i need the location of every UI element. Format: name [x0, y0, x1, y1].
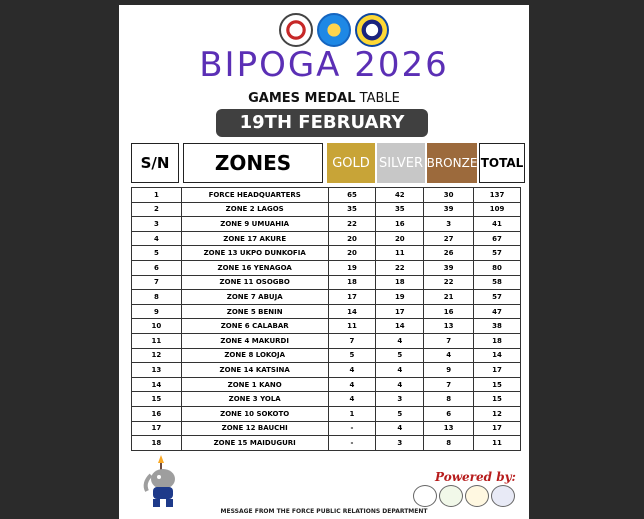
cell-total: 18 — [474, 333, 521, 348]
cell-zone: ZONE 9 UMUAHIA — [181, 217, 328, 232]
cell-silver: 5 — [376, 348, 424, 363]
cell-silver: 11 — [376, 246, 424, 261]
table-row — [132, 275, 521, 290]
cell-silver: 20 — [376, 231, 424, 246]
cell-bronze: 9 — [424, 363, 474, 378]
cell-sn: 3 — [132, 217, 182, 232]
police-crest-logo — [279, 13, 313, 47]
cell-bronze: 3 — [424, 217, 474, 232]
cell-sn: 5 — [132, 246, 182, 261]
cell-total: 109 — [474, 202, 521, 217]
cell-gold: 5 — [328, 348, 376, 363]
cell-bronze: 6 — [424, 406, 474, 421]
table-row — [132, 392, 521, 407]
table-row — [132, 260, 521, 275]
cell-silver: 4 — [376, 333, 424, 348]
cell-bronze: 39 — [424, 260, 474, 275]
cell-sn: 17 — [132, 421, 182, 436]
cell-silver: 35 — [376, 202, 424, 217]
cell-bronze: 7 — [424, 377, 474, 392]
header-sn: S/N — [131, 143, 179, 183]
cell-silver: 19 — [376, 290, 424, 305]
cell-bronze: 13 — [424, 421, 474, 436]
poster-title: BIPOGA 2026 — [199, 45, 449, 85]
cell-gold: 20 — [328, 231, 376, 246]
cell-sn: 15 — [132, 392, 182, 407]
cell-sn: 13 — [132, 363, 182, 378]
cell-total: 11 — [474, 436, 521, 451]
cell-bronze: 8 — [424, 392, 474, 407]
cell-zone: ZONE 6 CALABAR — [181, 319, 328, 334]
cell-sn: 7 — [132, 275, 182, 290]
poster-subtitle — [119, 91, 529, 106]
cell-zone: ZONE 17 AKURE — [181, 231, 328, 246]
cell-bronze: 21 — [424, 290, 474, 305]
table-row — [132, 377, 521, 392]
table-row — [132, 348, 521, 363]
cell-gold: 11 — [328, 319, 376, 334]
header-gold: GOLD — [327, 143, 375, 183]
cell-sn: 9 — [132, 304, 182, 319]
cell-sn: 18 — [132, 436, 182, 451]
cell-gold: 7 — [328, 333, 376, 348]
header-zones: ZONES — [183, 143, 323, 183]
cell-gold: 14 — [328, 304, 376, 319]
table-row — [132, 333, 521, 348]
cell-gold: 17 — [328, 290, 376, 305]
cell-total: 15 — [474, 377, 521, 392]
cell-silver: 3 — [376, 392, 424, 407]
cell-silver: 4 — [376, 363, 424, 378]
table-row — [132, 188, 521, 203]
table-row — [132, 363, 521, 378]
cell-sn: 4 — [132, 231, 182, 246]
table-row — [132, 304, 521, 319]
cell-gold: 22 — [328, 217, 376, 232]
header-bronze: BRONZE — [427, 143, 477, 183]
cell-zone: ZONE 8 LOKOJA — [181, 348, 328, 363]
cell-zone: FORCE HEADQUARTERS — [181, 188, 328, 203]
cell-bronze: 4 — [424, 348, 474, 363]
medal-table-poster — [119, 5, 529, 519]
cell-total: 15 — [474, 392, 521, 407]
table-row — [132, 290, 521, 305]
cell-gold: 4 — [328, 392, 376, 407]
cell-bronze: 39 — [424, 202, 474, 217]
header-total: TOTAL — [479, 143, 525, 183]
table-row — [132, 217, 521, 232]
table-row — [132, 436, 521, 451]
sponsor-logo-1-icon — [413, 485, 437, 507]
cell-sn: 6 — [132, 260, 182, 275]
cell-total: 57 — [474, 290, 521, 305]
cell-bronze: 8 — [424, 436, 474, 451]
cell-gold: 4 — [328, 363, 376, 378]
cell-total: 41 — [474, 217, 521, 232]
cell-silver: 22 — [376, 260, 424, 275]
table-row — [132, 231, 521, 246]
date-banner: 19TH FEBRUARY — [216, 109, 428, 137]
cell-bronze: 16 — [424, 304, 474, 319]
table-row — [132, 246, 521, 261]
cell-bronze: 27 — [424, 231, 474, 246]
cell-sn: 16 — [132, 406, 182, 421]
cell-gold: 1 — [328, 406, 376, 421]
cell-bronze: 26 — [424, 246, 474, 261]
subtitle-bold: GAMES MEDAL — [248, 91, 356, 106]
cell-gold: 35 — [328, 202, 376, 217]
cell-total: 47 — [474, 304, 521, 319]
cell-zone: ZONE 13 UKPO DUNKOFIA — [181, 246, 328, 261]
organization-seal-logo — [355, 13, 389, 47]
cell-zone: ZONE 11 OSOGBO — [181, 275, 328, 290]
cell-zone: ZONE 5 BENIN — [181, 304, 328, 319]
cell-sn: 11 — [132, 333, 182, 348]
mascot-icon — [137, 453, 185, 509]
cell-gold: 19 — [328, 260, 376, 275]
cell-zone: ZONE 2 LAGOS — [181, 202, 328, 217]
cell-gold: 4 — [328, 377, 376, 392]
header-silver: SILVER — [377, 143, 425, 183]
medal-table — [131, 187, 521, 451]
cell-zone: ZONE 16 YENAGOA — [181, 260, 328, 275]
games-emblem-logo — [317, 13, 351, 47]
table-row — [132, 202, 521, 217]
cell-zone: ZONE 7 ABUJA — [181, 290, 328, 305]
cell-gold: 18 — [328, 275, 376, 290]
cell-silver: 14 — [376, 319, 424, 334]
cell-gold: 20 — [328, 246, 376, 261]
cell-gold: - — [328, 421, 376, 436]
cell-silver: 16 — [376, 217, 424, 232]
cell-total: 57 — [474, 246, 521, 261]
sponsor-logo-4-icon — [491, 485, 515, 507]
cell-total: 80 — [474, 260, 521, 275]
cell-total: 17 — [474, 363, 521, 378]
cell-zone: ZONE 1 KANO — [181, 377, 328, 392]
cell-sn: 12 — [132, 348, 182, 363]
cell-sn: 8 — [132, 290, 182, 305]
cell-zone: ZONE 14 KATSINA — [181, 363, 328, 378]
cell-sn: 10 — [132, 319, 182, 334]
cell-gold: 65 — [328, 188, 376, 203]
cell-bronze: 30 — [424, 188, 474, 203]
cell-silver: 4 — [376, 377, 424, 392]
cell-total: 58 — [474, 275, 521, 290]
cell-zone: ZONE 15 MAIDUGURI — [181, 436, 328, 451]
cell-bronze: 13 — [424, 319, 474, 334]
table-row — [132, 319, 521, 334]
table-row — [132, 406, 521, 421]
cell-total: 38 — [474, 319, 521, 334]
subtitle-rest: TABLE — [355, 91, 400, 106]
cell-bronze: 7 — [424, 333, 474, 348]
cell-silver: 4 — [376, 421, 424, 436]
cell-zone: ZONE 10 SOKOTO — [181, 406, 328, 421]
table-row — [132, 421, 521, 436]
cell-silver: 5 — [376, 406, 424, 421]
cell-sn: 14 — [132, 377, 182, 392]
cell-silver: 42 — [376, 188, 424, 203]
cell-zone: ZONE 3 YOLA — [181, 392, 328, 407]
cell-total: 12 — [474, 406, 521, 421]
cell-total: 67 — [474, 231, 521, 246]
cell-zone: ZONE 4 MAKURDI — [181, 333, 328, 348]
cell-total: 14 — [474, 348, 521, 363]
cell-total: 137 — [474, 188, 521, 203]
cell-sn: 2 — [132, 202, 182, 217]
cell-sn: 1 — [132, 188, 182, 203]
cell-silver: 3 — [376, 436, 424, 451]
powered-by-label: Powered by: — [435, 470, 516, 484]
cell-zone: ZONE 12 BAUCHI — [181, 421, 328, 436]
cell-bronze: 22 — [424, 275, 474, 290]
cell-total: 17 — [474, 421, 521, 436]
cell-silver: 17 — [376, 304, 424, 319]
sponsor-logo-2-icon — [439, 485, 463, 507]
cell-gold: - — [328, 436, 376, 451]
cell-silver: 18 — [376, 275, 424, 290]
sponsor-logo-3-icon — [465, 485, 489, 507]
footer-message: MESSAGE FROM THE FORCE PUBLIC RELATIONS DEPARTMENT — [220, 508, 428, 515]
